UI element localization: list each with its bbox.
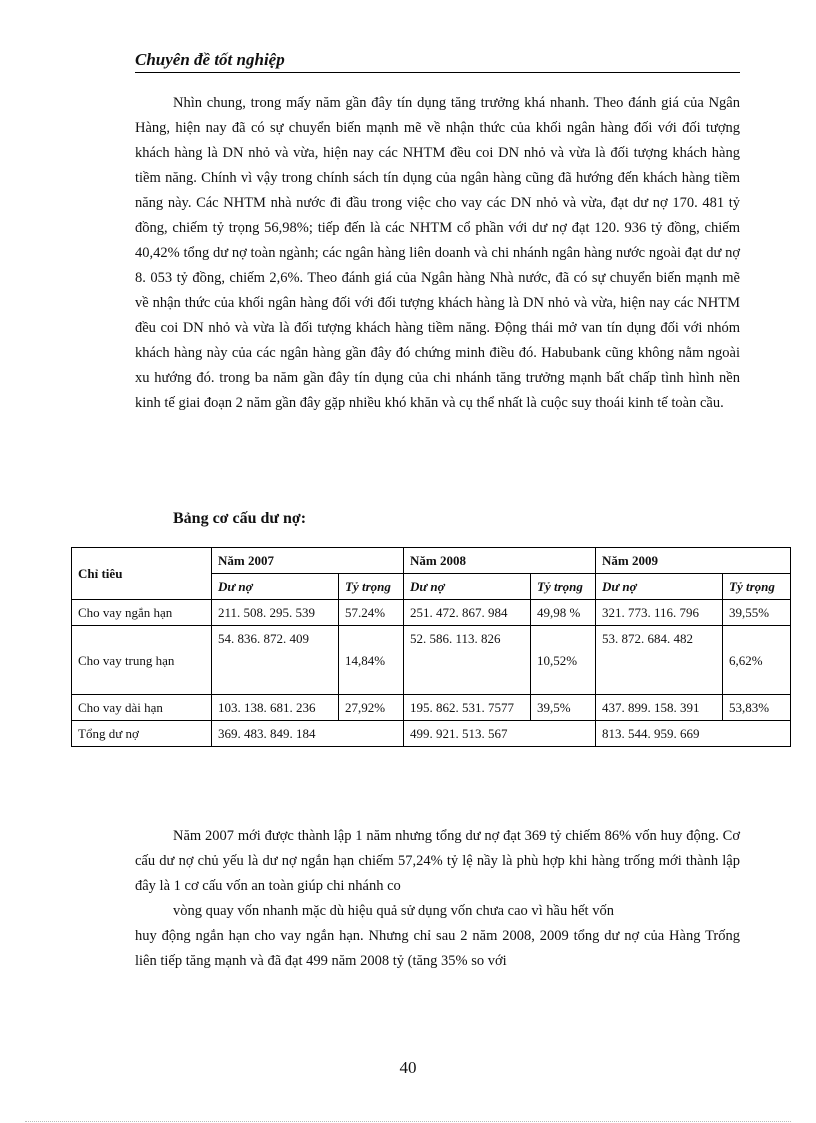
total-label: Tổng dư nợ bbox=[72, 721, 212, 747]
table-row bbox=[72, 600, 791, 626]
debt-value: 211. 508. 295. 539 bbox=[212, 600, 339, 626]
share-value: 39,55% bbox=[723, 600, 791, 626]
debt-subheader-2008: Dư nợ bbox=[404, 574, 531, 600]
paragraph-continuation-rest: huy động ngắn hạn cho vay ngắn hạn. Nhưng chỉ sau 2 năm 2008, 2009 tổng dư nợ của Hàng Trống liên tiếp tăng mạnh và đã đạt 499 năm 2008 tỷ (tăng 35% so với bbox=[135, 928, 740, 969]
bottom-divider bbox=[25, 1121, 791, 1122]
row-label: Cho vay dài hạn bbox=[72, 695, 212, 721]
debt-subheader-2007: Dư nợ bbox=[212, 574, 339, 600]
share-value: 10,52% bbox=[531, 626, 596, 695]
debt-value: 53. 872. 684. 482 bbox=[596, 626, 723, 695]
share-value: 6,62% bbox=[723, 626, 791, 695]
year-header-2008: Năm 2008 bbox=[404, 548, 596, 574]
row-label: Cho vay ngắn hạn bbox=[72, 600, 212, 626]
table-row bbox=[72, 695, 791, 721]
share-value: 27,92% bbox=[339, 695, 404, 721]
table-row bbox=[72, 626, 791, 695]
total-value-2009: 813. 544. 959. 669 bbox=[596, 721, 791, 747]
year-header-2009: Năm 2009 bbox=[596, 548, 791, 574]
paragraph-2007-analysis: Năm 2007 mới được thành lập 1 năm nhưng tổng dư nợ đạt 369 tỷ chiếm 86% vốn huy động. Cơ cấu dư nợ chủ yếu là dư nợ ngắn hạn chiếm 57,24% tỷ lệ nầy là phù hợp khi hàng trống mới thành lập đây là 1 cơ cấu vốn an toàn giúp chi nhánh co bbox=[135, 828, 740, 894]
indicator-header: Chỉ tiêu bbox=[72, 548, 212, 600]
share-value: 49,98 % bbox=[531, 600, 596, 626]
total-row bbox=[72, 721, 791, 747]
year-header-2007: Năm 2007 bbox=[212, 548, 404, 574]
paragraph-continuation bbox=[135, 899, 740, 974]
paragraph-credit-growth: Nhìn chung, trong mấy năm gần đây tín dụng tăng trưởng khá nhanh. Theo đánh giá của Ngân Hàng, hiện nay đã có sự chuyển biến mạnh mẽ về nhận thức của khối ngân hàng đối với đối tượng khách hàng là DN nhỏ và vừa, hiện nay các NHTM đều coi DN nhỏ và vừa là đối tượng khách hàng tiềm năng. Chính vì vậy trong chính sách tín dụng của ngân hàng cũng đã hướng đến khách hàng tiềm năng này. Các NHTM nhà nước đi đầu trong việc cho vay các DN nhỏ và vừa, đạt dư nợ 170. 481 tỷ đồng, chiếm tỷ trọng 56,98%; tiếp đến là các NHTM cổ phần với dư nợ đạt 120. 936 tỷ đồng, chiếm 40,42% tổng dư nợ toàn ngành; các ngân hàng liên doanh và chi nhánh ngân hàng nước ngoài đạt dư nợ 8. 053 tỷ đồng, chiếm 2,6%. Theo đánh giá của Ngân hàng Nhà nước, đã có sự chuyển biến mạnh mẽ về nhận thức của khối ngân hàng đối với đối tượng khách hàng là DN nhỏ và vừa, hiện nay các NHTM đều coi DN nhỏ và vừa là đối tượng khách hàng tiềm năng. Động thái mở van tín dụng đối với nhóm khách hàng này của các ngân hàng gần đây đó chứng minh điều đó. Habubank cũng không nằm ngoài xu hướng đó. trong ba năm gần đây tín dụng của chi nhánh tăng trưởng mạnh bất chấp tình hình nền kinh tế giai đoạn 2 năm gần đây gặp nhiều khó khăn và cụ thể nhất là cuộc suy thoái kinh tế toàn cầu. bbox=[135, 95, 740, 411]
debt-value: 251. 472. 867. 984 bbox=[404, 600, 531, 626]
paragraph-continuation-first-line: vòng quay vốn nhanh mặc dù hiệu quả sử dụng vốn chưa cao vì hầu hết vốn bbox=[173, 903, 614, 919]
debt-subheader-2009: Dư nợ bbox=[596, 574, 723, 600]
share-subheader-2007: Tỷ trọng bbox=[339, 574, 404, 600]
debt-structure-table bbox=[71, 547, 791, 747]
share-value: 57.24% bbox=[339, 600, 404, 626]
debt-value: 321. 773. 116. 796 bbox=[596, 600, 723, 626]
debt-value: 54. 836. 872. 409 bbox=[212, 626, 339, 695]
share-value: 53,83% bbox=[723, 695, 791, 721]
total-value-2007: 369. 483. 849. 184 bbox=[212, 721, 404, 747]
share-value: 14,84% bbox=[339, 626, 404, 695]
share-subheader-2009: Tỷ trọng bbox=[723, 574, 791, 600]
page-number: 40 bbox=[399, 1058, 417, 1077]
share-subheader-2008: Tỷ trọng bbox=[531, 574, 596, 600]
debt-value: 195. 862. 531. 7577 bbox=[404, 695, 531, 721]
table-caption: Bảng cơ cấu dư nợ: bbox=[173, 510, 307, 527]
share-value: 39,5% bbox=[531, 695, 596, 721]
page-header bbox=[135, 50, 740, 73]
total-value-2008: 499. 921. 513. 567 bbox=[404, 721, 596, 747]
header-title: Chuyên đề tốt nghiệp bbox=[135, 50, 285, 69]
debt-value: 103. 138. 681. 236 bbox=[212, 695, 339, 721]
debt-value: 437. 899. 158. 391 bbox=[596, 695, 723, 721]
debt-value: 52. 586. 113. 826 bbox=[404, 626, 531, 695]
table-header-row bbox=[72, 548, 791, 574]
row-label: Cho vay trung hạn bbox=[72, 626, 212, 695]
